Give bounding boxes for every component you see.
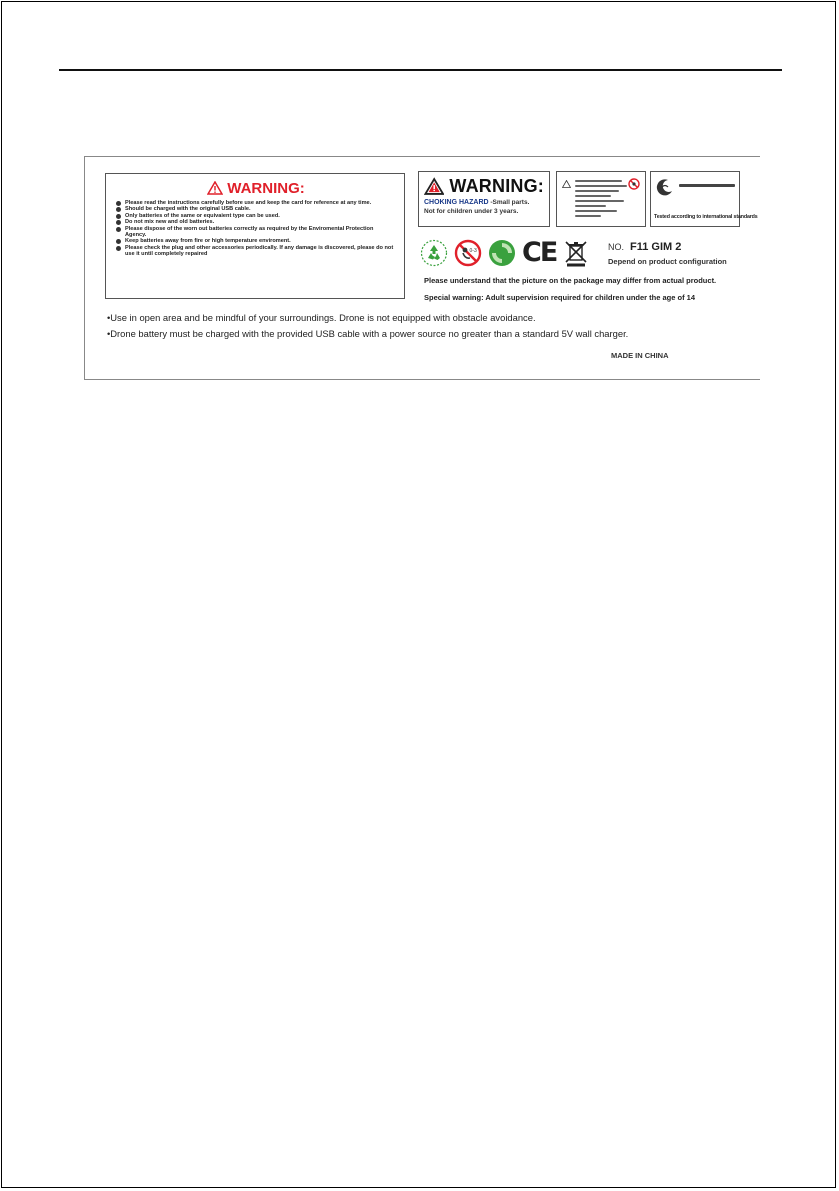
warning-item: Do not mix new and old batteries. <box>116 219 396 225</box>
model-prefix: NO. <box>608 242 625 252</box>
model-config-note: Depend on product configuration <box>608 257 727 266</box>
battery-warning-list <box>116 200 396 258</box>
warning-triangle-icon <box>424 177 444 196</box>
charging-note: •Drone battery must be charged with the provided USB cable with a power source no greater than a standard 5V wall charger. <box>107 328 629 339</box>
recycle-icon <box>420 239 448 267</box>
choking-warning-title: WARNING: <box>449 176 544 196</box>
warning-triangle-icon <box>207 181 223 195</box>
warning-item: Only batteries of the same or equivaient type can be used. <box>116 213 396 219</box>
warning-item: Please check the plug and other accessories periodically. If any damage is discovered, please do not use it until completely repaired <box>116 245 396 258</box>
no-small-children-icon <box>454 239 482 267</box>
battery-warning-title-text: WARNING: <box>227 179 305 197</box>
standards-box <box>650 171 758 227</box>
no-sign-icon <box>628 178 640 190</box>
warning-item: Please read the instructions carefully before use and keep the card for reference at any time. <box>116 200 396 206</box>
origin-text: MADE IN CHINA <box>611 351 669 360</box>
product-label <box>84 156 760 380</box>
choking-hazard-box <box>418 171 550 227</box>
battery-warning-box <box>105 173 405 299</box>
svg-text:0-3: 0-3 <box>469 248 477 254</box>
warning-triangle-icon <box>562 180 571 188</box>
arabic-text-block <box>575 180 627 220</box>
model-number: F11 GIM 2 <box>630 241 682 253</box>
warning-item: Keep batteries away from fire or high temperature enviroment. <box>116 238 396 244</box>
choking-header <box>424 176 544 197</box>
certification-icon-row <box>420 239 590 267</box>
header-rule <box>59 69 782 71</box>
package-note: Please understand that the picture on the package may differ from actual product. <box>424 276 717 285</box>
arabic-warning-box <box>556 171 646 227</box>
choking-hazard-suffix: -Small parts. <box>490 199 530 206</box>
model-info <box>608 241 727 266</box>
battery-warning-title <box>116 178 396 198</box>
weee-bin-icon <box>562 239 590 267</box>
warning-item: Should be charged with the original USB cable. <box>116 206 396 212</box>
ce-mark: CE <box>522 237 557 268</box>
standards-text: Tested according to international standards <box>654 214 758 220</box>
arabic-standards-text <box>679 184 735 187</box>
choking-hazard-label: CHOKING HAZARD <box>424 199 489 206</box>
green-dot-icon <box>488 239 516 267</box>
warning-item: Please dispose of the worn out batteries correctly as required by the Enviromental Protection Agency. <box>116 226 396 239</box>
special-warning: Special warning: Adult supervision required for children under the age of 14 <box>424 293 696 302</box>
usage-note: •Use in open area and be mindful of your surroundings. Drone is not equipped with obstacle avoidance. <box>107 312 536 323</box>
choking-age-note: Not for children under 3 years. <box>424 208 519 215</box>
choking-hazard-line <box>424 199 544 206</box>
crescent-icon <box>656 178 674 196</box>
